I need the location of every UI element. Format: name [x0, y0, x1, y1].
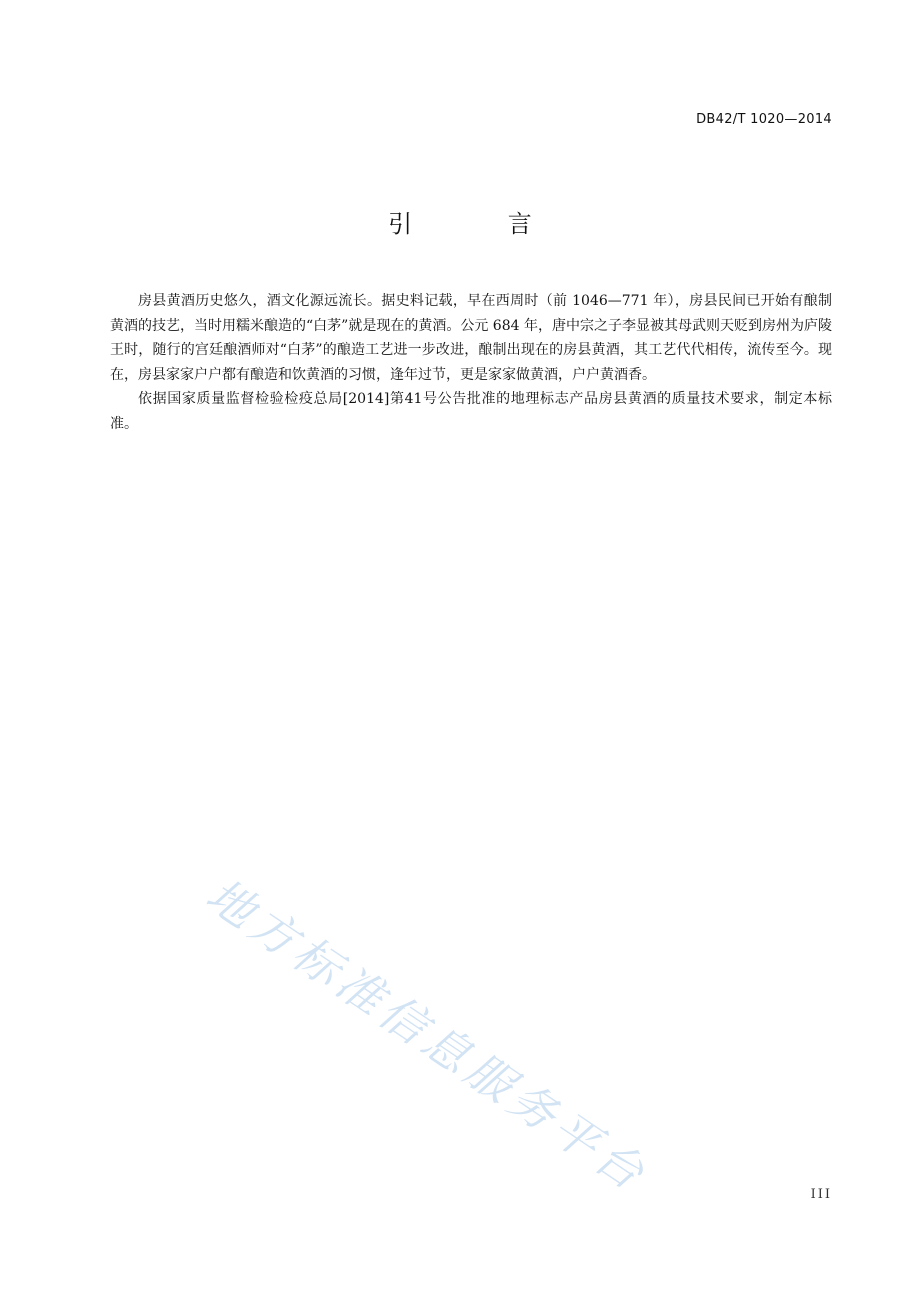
paragraph-history: 房县黄酒历史悠久，酒文化源远流长。据史料记载，早在西周时（前 1046—771 年），房县民间已开始有酿制黄酒的技艺，当时用糯米酿造的“白茅”就是现在的黄酒。公元 684 年，唐中宗之子李显被其母武则天贬到房州为庐陵王时，随行的宫廷酿酒师对“白茅”的酿造工艺进一步改进，酿制出现在的房县黄酒，其工艺代代相传，流传至今。现在，房县家家户户都有酿造和饮黄酒的习惯，逢年过节，更是家家做黄酒，户户黄酒香。	[110, 293, 832, 383]
body-text	[110, 289, 832, 436]
document-code: DB42/T 1020—2014	[696, 112, 832, 127]
page-number: III	[810, 1187, 832, 1202]
paragraph-basis: 依据国家质量监督检验检疫总局[2014]第41号公告批准的地理标志产品房县黄酒的质量技术要求，制定本标准。	[110, 391, 832, 432]
section-title: 引 言	[388, 210, 576, 238]
watermark: 地方标准信息服务平台	[196, 867, 659, 1204]
